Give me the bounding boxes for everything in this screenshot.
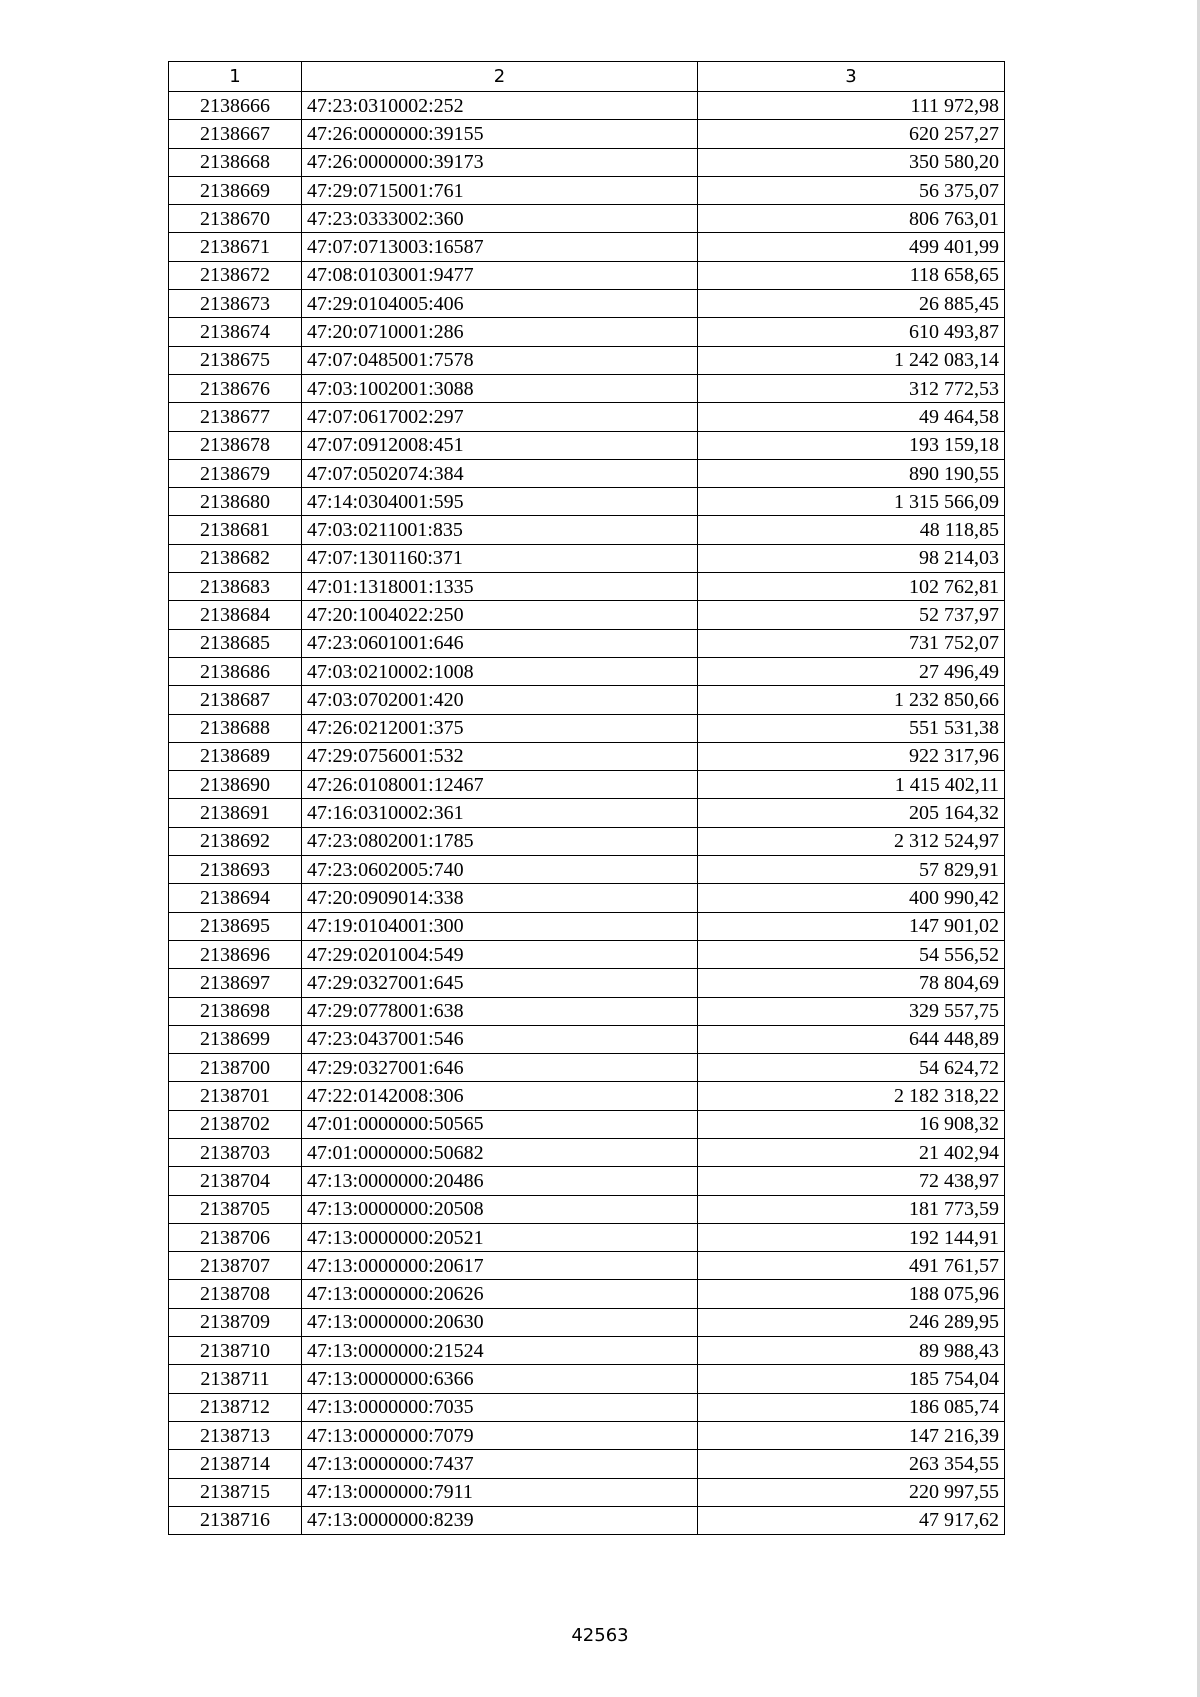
cadastral-number-cell: 47:16:0310002:361 [302, 799, 698, 827]
table-row [169, 1393, 1005, 1421]
value-cell: 102 762,81 [698, 573, 1005, 601]
value-cell: 312 772,53 [698, 374, 1005, 402]
row-number-cell: 2138702 [169, 1110, 302, 1138]
cadastral-number-cell: 47:26:0000000:39155 [302, 120, 698, 148]
row-number-cell: 2138681 [169, 516, 302, 544]
cadastral-number-cell: 47:26:0212001:375 [302, 714, 698, 742]
value-cell: 263 354,55 [698, 1450, 1005, 1478]
table-row [169, 176, 1005, 204]
value-cell: 551 531,38 [698, 714, 1005, 742]
table-row [169, 431, 1005, 459]
value-cell: 806 763,01 [698, 205, 1005, 233]
cadastral-number-cell: 47:26:0108001:12467 [302, 771, 698, 799]
value-cell: 181 773,59 [698, 1195, 1005, 1223]
table-row [169, 1110, 1005, 1138]
value-cell: 118 658,65 [698, 261, 1005, 289]
value-cell: 16 908,32 [698, 1110, 1005, 1138]
value-cell: 186 085,74 [698, 1393, 1005, 1421]
table-row [169, 1167, 1005, 1195]
value-cell: 922 317,96 [698, 742, 1005, 770]
table-row [169, 261, 1005, 289]
cadastral-number-cell: 47:23:0310002:252 [302, 92, 698, 120]
row-number-cell: 2138697 [169, 969, 302, 997]
cadastral-number-cell: 47:29:0327001:645 [302, 969, 698, 997]
row-number-cell: 2138695 [169, 912, 302, 940]
table-row [169, 827, 1005, 855]
row-number-cell: 2138707 [169, 1252, 302, 1280]
value-cell: 329 557,75 [698, 997, 1005, 1025]
cadastral-number-cell: 47:03:0211001:835 [302, 516, 698, 544]
row-number-cell: 2138666 [169, 92, 302, 120]
table-row [169, 120, 1005, 148]
cadastral-number-cell: 47:01:0000000:50682 [302, 1138, 698, 1166]
table-row [169, 1082, 1005, 1110]
value-cell: 48 118,85 [698, 516, 1005, 544]
cadastral-number-cell: 47:14:0304001:595 [302, 488, 698, 516]
cadastral-number-cell: 47:19:0104001:300 [302, 912, 698, 940]
cadastral-number-cell: 47:13:0000000:7437 [302, 1450, 698, 1478]
value-cell: 111 972,98 [698, 92, 1005, 120]
value-cell: 1 232 850,66 [698, 686, 1005, 714]
header-col-2: 2 [302, 62, 698, 92]
cadastral-number-cell: 47:29:0327001:646 [302, 1054, 698, 1082]
value-cell: 56 375,07 [698, 176, 1005, 204]
table-row [169, 969, 1005, 997]
value-cell: 27 496,49 [698, 657, 1005, 685]
table-row [169, 403, 1005, 431]
cadastral-number-cell: 47:13:0000000:20508 [302, 1195, 698, 1223]
cadastral-number-cell: 47:26:0000000:39173 [302, 148, 698, 176]
row-number-cell: 2138669 [169, 176, 302, 204]
page-number: 42563 [571, 1625, 629, 1646]
table-row [169, 657, 1005, 685]
table-row [169, 205, 1005, 233]
cadastral-number-cell: 47:07:1301160:371 [302, 544, 698, 572]
table-row [169, 290, 1005, 318]
cadastral-number-cell: 47:29:0756001:532 [302, 742, 698, 770]
cadastral-number-cell: 47:13:0000000:20521 [302, 1223, 698, 1251]
value-cell: 147 216,39 [698, 1421, 1005, 1449]
cadastral-number-cell: 47:07:0485001:7578 [302, 346, 698, 374]
row-number-cell: 2138677 [169, 403, 302, 431]
table-row [169, 1054, 1005, 1082]
cadastral-number-cell: 47:07:0912008:451 [302, 431, 698, 459]
row-number-cell: 2138667 [169, 120, 302, 148]
table-row [169, 573, 1005, 601]
header-col-1: 1 [169, 62, 302, 92]
cadastral-number-cell: 47:23:0333002:360 [302, 205, 698, 233]
row-number-cell: 2138714 [169, 1450, 302, 1478]
row-number-cell: 2138709 [169, 1308, 302, 1336]
value-cell: 620 257,27 [698, 120, 1005, 148]
cadastral-number-cell: 47:29:0201004:549 [302, 940, 698, 968]
value-cell: 890 190,55 [698, 459, 1005, 487]
value-cell: 205 164,32 [698, 799, 1005, 827]
row-number-cell: 2138686 [169, 657, 302, 685]
value-cell: 185 754,04 [698, 1365, 1005, 1393]
value-cell: 192 144,91 [698, 1223, 1005, 1251]
row-number-cell: 2138708 [169, 1280, 302, 1308]
row-number-cell: 2138696 [169, 940, 302, 968]
row-number-cell: 2138673 [169, 290, 302, 318]
cadastral-number-cell: 47:20:0909014:338 [302, 884, 698, 912]
table-row [169, 1421, 1005, 1449]
value-cell: 49 464,58 [698, 403, 1005, 431]
table-row [169, 374, 1005, 402]
row-number-cell: 2138680 [169, 488, 302, 516]
cadastral-number-cell: 47:23:0602005:740 [302, 856, 698, 884]
cadastral-number-cell: 47:03:0210002:1008 [302, 657, 698, 685]
table-row [169, 1223, 1005, 1251]
value-cell: 193 159,18 [698, 431, 1005, 459]
row-number-cell: 2138711 [169, 1365, 302, 1393]
table-row [169, 516, 1005, 544]
table-row [169, 1138, 1005, 1166]
row-number-cell: 2138685 [169, 629, 302, 657]
row-number-cell: 2138713 [169, 1421, 302, 1449]
row-number-cell: 2138690 [169, 771, 302, 799]
table-row [169, 148, 1005, 176]
row-number-cell: 2138703 [169, 1138, 302, 1166]
cadastral-number-cell: 47:07:0713003:16587 [302, 233, 698, 261]
cadastral-number-cell: 47:13:0000000:21524 [302, 1337, 698, 1365]
table-row [169, 799, 1005, 827]
cadastral-number-cell: 47:13:0000000:8239 [302, 1506, 698, 1534]
row-number-cell: 2138705 [169, 1195, 302, 1223]
table-row [169, 1478, 1005, 1506]
row-number-cell: 2138704 [169, 1167, 302, 1195]
value-cell: 220 997,55 [698, 1478, 1005, 1506]
table-row [169, 1365, 1005, 1393]
cadastral-number-cell: 47:13:0000000:20630 [302, 1308, 698, 1336]
value-cell: 54 624,72 [698, 1054, 1005, 1082]
cadastral-number-cell: 47:29:0778001:638 [302, 997, 698, 1025]
row-number-cell: 2138671 [169, 233, 302, 261]
value-cell: 57 829,91 [698, 856, 1005, 884]
row-number-cell: 2138689 [169, 742, 302, 770]
cadastral-number-cell: 47:20:1004022:250 [302, 601, 698, 629]
row-number-cell: 2138715 [169, 1478, 302, 1506]
table-row [169, 940, 1005, 968]
cadastral-number-cell: 47:13:0000000:20486 [302, 1167, 698, 1195]
row-number-cell: 2138694 [169, 884, 302, 912]
table-header [169, 62, 1005, 92]
table-row [169, 1308, 1005, 1336]
row-number-cell: 2138687 [169, 686, 302, 714]
header-col-3: 3 [698, 62, 1005, 92]
table-row [169, 488, 1005, 516]
cadastral-number-cell: 47:13:0000000:7911 [302, 1478, 698, 1506]
row-number-cell: 2138670 [169, 205, 302, 233]
row-number-cell: 2138678 [169, 431, 302, 459]
value-cell: 52 737,97 [698, 601, 1005, 629]
table-row [169, 771, 1005, 799]
table-row [169, 318, 1005, 346]
row-number-cell: 2138672 [169, 261, 302, 289]
table-row [169, 997, 1005, 1025]
table-row [169, 1195, 1005, 1223]
row-number-cell: 2138693 [169, 856, 302, 884]
cadastral-number-cell: 47:03:1002001:3088 [302, 374, 698, 402]
cadastral-number-cell: 47:13:0000000:20626 [302, 1280, 698, 1308]
cadastral-number-cell: 47:13:0000000:7035 [302, 1393, 698, 1421]
row-number-cell: 2138675 [169, 346, 302, 374]
cadastral-number-cell: 47:23:0802001:1785 [302, 827, 698, 855]
table-row [169, 1280, 1005, 1308]
row-number-cell: 2138692 [169, 827, 302, 855]
table-row [169, 884, 1005, 912]
row-number-cell: 2138688 [169, 714, 302, 742]
table-row [169, 346, 1005, 374]
table-row [169, 544, 1005, 572]
row-number-cell: 2138712 [169, 1393, 302, 1421]
table-row [169, 1450, 1005, 1478]
row-number-cell: 2138683 [169, 573, 302, 601]
value-cell: 47 917,62 [698, 1506, 1005, 1534]
value-cell: 78 804,69 [698, 969, 1005, 997]
cadastral-number-cell: 47:07:0502074:384 [302, 459, 698, 487]
value-cell: 2 312 524,97 [698, 827, 1005, 855]
table-row [169, 742, 1005, 770]
cadastral-number-cell: 47:29:0104005:406 [302, 290, 698, 318]
value-cell: 54 556,52 [698, 940, 1005, 968]
value-cell: 731 752,07 [698, 629, 1005, 657]
register-table [168, 61, 1005, 1535]
row-number-cell: 2138691 [169, 799, 302, 827]
value-cell: 147 901,02 [698, 912, 1005, 940]
value-cell: 1 415 402,11 [698, 771, 1005, 799]
table-body [169, 92, 1005, 1535]
row-number-cell: 2138674 [169, 318, 302, 346]
table-row [169, 92, 1005, 120]
header-row [169, 62, 1005, 92]
table-row [169, 1252, 1005, 1280]
cadastral-number-cell: 47:01:1318001:1335 [302, 573, 698, 601]
cadastral-number-cell: 47:13:0000000:7079 [302, 1421, 698, 1449]
row-number-cell: 2138679 [169, 459, 302, 487]
row-number-cell: 2138701 [169, 1082, 302, 1110]
value-cell: 491 761,57 [698, 1252, 1005, 1280]
cadastral-number-cell: 47:01:0000000:50565 [302, 1110, 698, 1138]
cadastral-number-cell: 47:08:0103001:9477 [302, 261, 698, 289]
row-number-cell: 2138676 [169, 374, 302, 402]
cadastral-number-cell: 47:03:0702001:420 [302, 686, 698, 714]
table-row [169, 686, 1005, 714]
table-row [169, 459, 1005, 487]
row-number-cell: 2138700 [169, 1054, 302, 1082]
value-cell: 21 402,94 [698, 1138, 1005, 1166]
cadastral-number-cell: 47:13:0000000:6366 [302, 1365, 698, 1393]
value-cell: 644 448,89 [698, 1025, 1005, 1053]
value-cell: 1 315 566,09 [698, 488, 1005, 516]
value-cell: 2 182 318,22 [698, 1082, 1005, 1110]
row-number-cell: 2138698 [169, 997, 302, 1025]
row-number-cell: 2138716 [169, 1506, 302, 1534]
row-number-cell: 2138710 [169, 1337, 302, 1365]
cadastral-number-cell: 47:22:0142008:306 [302, 1082, 698, 1110]
row-number-cell: 2138699 [169, 1025, 302, 1053]
row-number-cell: 2138684 [169, 601, 302, 629]
value-cell: 98 214,03 [698, 544, 1005, 572]
table-row [169, 601, 1005, 629]
value-cell: 350 580,20 [698, 148, 1005, 176]
table-row [169, 1337, 1005, 1365]
value-cell: 72 438,97 [698, 1167, 1005, 1195]
row-number-cell: 2138668 [169, 148, 302, 176]
row-number-cell: 2138682 [169, 544, 302, 572]
table-row [169, 912, 1005, 940]
cadastral-number-cell: 47:07:0617002:297 [302, 403, 698, 431]
cadastral-number-cell: 47:20:0710001:286 [302, 318, 698, 346]
table-row [169, 629, 1005, 657]
table-row [169, 856, 1005, 884]
value-cell: 1 242 083,14 [698, 346, 1005, 374]
table-row [169, 1506, 1005, 1534]
cadastral-number-cell: 47:13:0000000:20617 [302, 1252, 698, 1280]
value-cell: 499 401,99 [698, 233, 1005, 261]
value-cell: 610 493,87 [698, 318, 1005, 346]
value-cell: 188 075,96 [698, 1280, 1005, 1308]
value-cell: 26 885,45 [698, 290, 1005, 318]
table-row [169, 233, 1005, 261]
table-row [169, 714, 1005, 742]
cadastral-number-cell: 47:23:0437001:546 [302, 1025, 698, 1053]
cadastral-number-cell: 47:29:0715001:761 [302, 176, 698, 204]
value-cell: 400 990,42 [698, 884, 1005, 912]
row-number-cell: 2138706 [169, 1223, 302, 1251]
value-cell: 89 988,43 [698, 1337, 1005, 1365]
table-row [169, 1025, 1005, 1053]
value-cell: 246 289,95 [698, 1308, 1005, 1336]
cadastral-number-cell: 47:23:0601001:646 [302, 629, 698, 657]
